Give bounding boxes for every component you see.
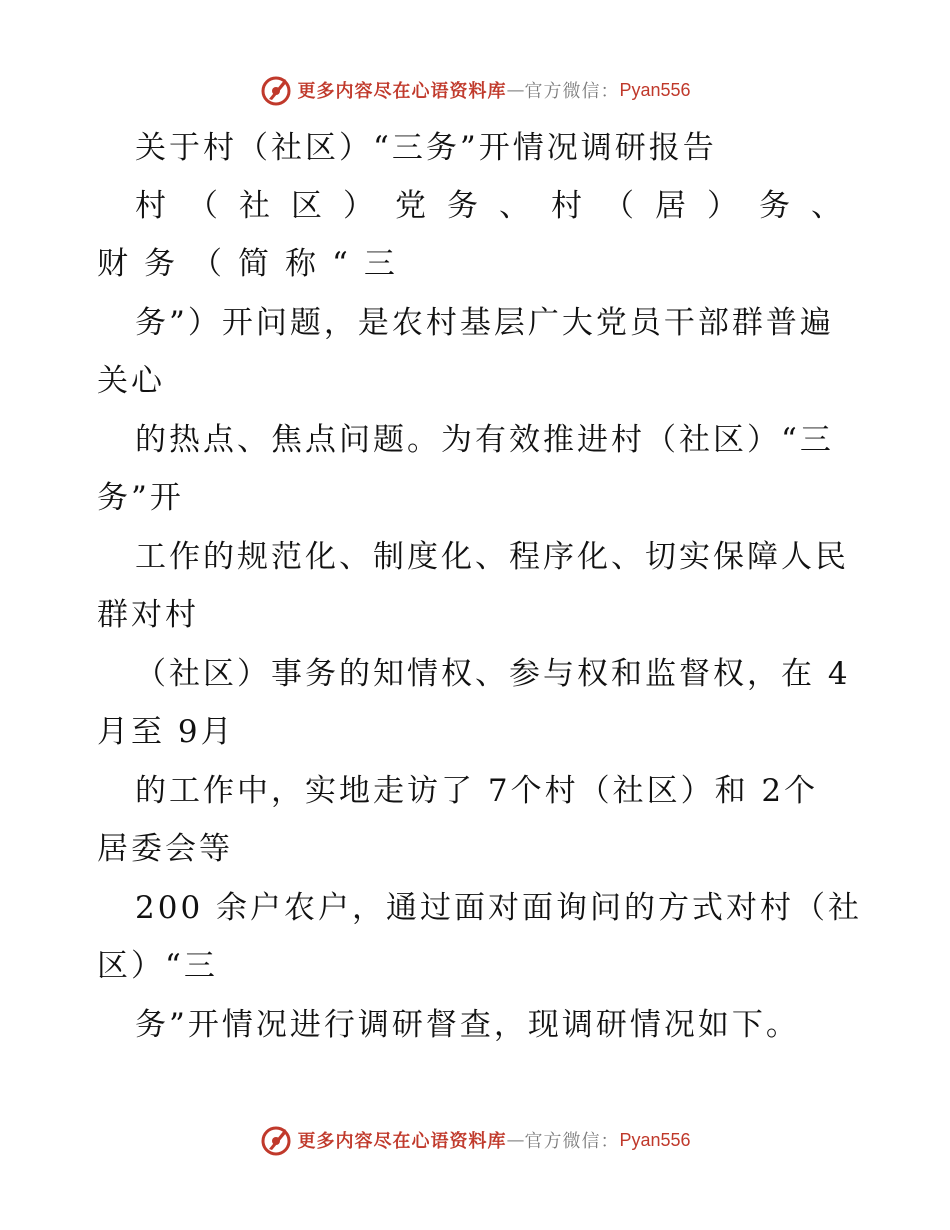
brand-text: 更多内容尽在心语资料库 — [297, 1131, 507, 1152]
text-line-13: 居委会等 — [97, 831, 233, 867]
text-line-10: （社区）事务的知情权、参与权和监督权，在 4 — [135, 656, 851, 692]
text-line-2: 村（社区）党务、村（居）务、 — [135, 188, 863, 224]
brand-text: 更多内容尽在心语资料库 — [297, 81, 507, 102]
text-line-11: 月至 9月 — [97, 714, 235, 750]
text-line-6: 的热点、焦点问题。为有效推进村（社区）“三 — [135, 422, 834, 458]
footer-banner — [0, 1120, 950, 1160]
banner-dash: — — [506, 79, 525, 101]
text-line-16: 务”开情况进行调研督查，现调研情况如下。 — [135, 1007, 800, 1043]
text-line-3: 财务（简称“三 — [97, 246, 411, 282]
text-line-14: 200 余户农户，通过面对面询问的方式对村（社 — [135, 890, 863, 926]
text-line-8: 工作的规范化、制度化、程序化、切实保障人民 — [135, 539, 849, 575]
header-banner — [0, 70, 950, 110]
wechat-id: Pyan556 — [619, 79, 691, 100]
text-line-15: 区）“三 — [97, 948, 218, 984]
text-line-5: 关心 — [97, 363, 165, 399]
wechat-label: 官方微信： — [524, 1131, 620, 1152]
wechat-label: 官方微信： — [524, 81, 620, 102]
text-line-7: 务”开 — [97, 480, 184, 516]
wechat-id: Pyan556 — [619, 1129, 691, 1150]
banner-dash: — — [506, 1129, 525, 1151]
text-line-12: 的工作中，实地走访了 7个村（社区）和 2个 — [135, 773, 819, 809]
text-line-9: 群对村 — [97, 597, 199, 633]
quill-logo-icon — [259, 1123, 293, 1157]
quill-logo-icon — [259, 73, 293, 107]
text-line-4: 务”）开问题，是农村基层广大党员干部群普遍 — [135, 305, 834, 341]
text-line-1: 关于村（社区）“三务”开情况调研报告 — [135, 130, 717, 166]
